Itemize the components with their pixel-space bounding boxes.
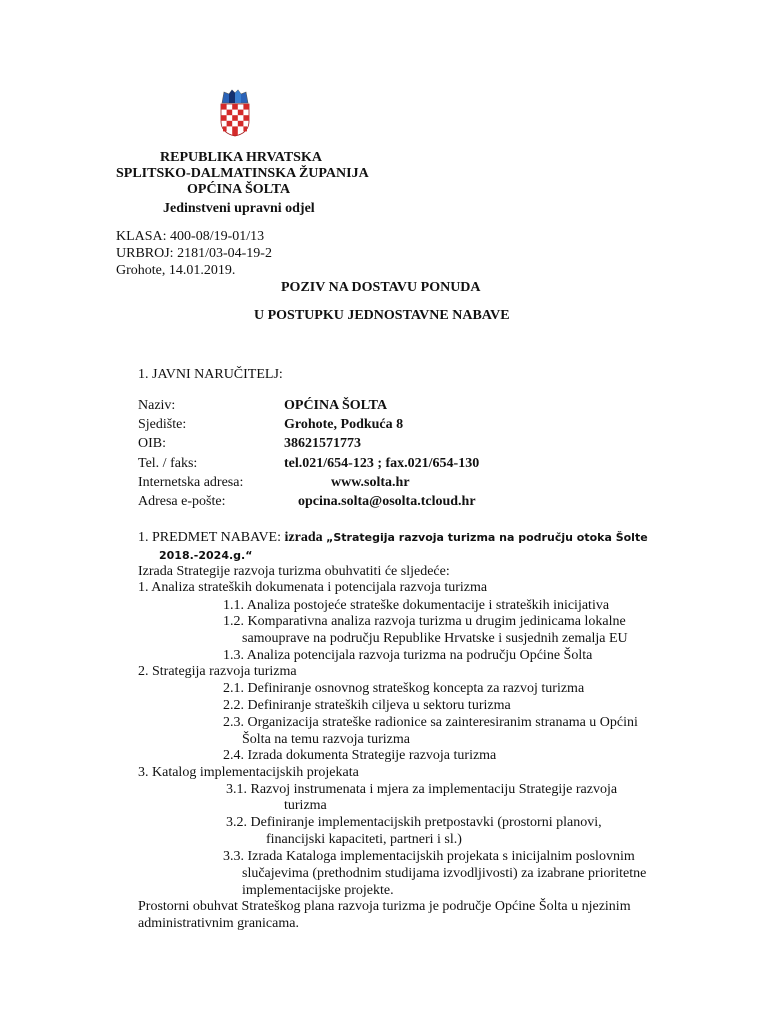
crown	[222, 90, 248, 103]
email-link[interactable]: opcina.solta@osolta.tcloud.hr	[298, 494, 476, 509]
list-item: 2. Strategija razvoja turizma	[138, 664, 297, 679]
contact-label: Sjedište:	[138, 417, 187, 432]
scope-paragraph: Prostorni obuhvat Strateškog plana razvoja turizma je područje Općine Šolta u njezinim	[138, 899, 631, 914]
header-county: SPLITSKO-DALMATINSKA ŽUPANIJA	[116, 166, 369, 181]
contact-value: OPĆINA ŠOLTA	[284, 398, 388, 413]
scope-paragraph: administrativnim granicama.	[138, 916, 299, 931]
list-item: 3.1. Razvoj instrumenata i mjera za implementaciju Strategije razvoja	[226, 782, 618, 797]
list-item: 2.4. Izrada dokumenta Strategije razvoja turizma	[223, 748, 497, 763]
section2-heading-izrada: izrada	[284, 530, 327, 545]
document-title-line1: POZIV NA DOSTAVU PONUDA	[281, 280, 481, 295]
croatian-coat-of-arms-icon	[220, 89, 250, 137]
list-item: 3. Katalog implementacijskih projekata	[138, 765, 359, 780]
list-item: slučajevima (prethodnim studijama izvodljivosti) za izabrane prioritetne	[242, 866, 647, 881]
list-item: Šolta na temu razvoja turizma	[242, 732, 410, 747]
header-municipality: OPĆINA ŠOLTA	[187, 182, 291, 197]
checkered-shield	[221, 104, 249, 136]
contact-label: OIB:	[138, 436, 166, 451]
list-item: 1.2. Komparativna analiza razvoja turizma u drugim jedinicama lokalne	[223, 614, 626, 629]
section2-heading	[138, 530, 648, 546]
list-item: 2.3. Organizacija strateške radionice sa zainteresiranim stranama u Općini	[223, 715, 638, 730]
section2-heading-title-cont: 2018.-2024.g.“	[159, 549, 253, 562]
list-item: financijski kapaciteti, partneri i sl.)	[266, 832, 462, 847]
document-date: Grohote, 14.01.2019.	[116, 263, 236, 278]
document-title-line2: U POSTUPKU JEDNOSTAVNE NABAVE	[254, 308, 510, 323]
list-item: 2.2. Definiranje strateških ciljeva u sektoru turizma	[223, 698, 511, 713]
list-item: samouprave na području Republike Hrvatske i susjednih zemalja EU	[242, 631, 628, 646]
klasa: KLASA: 400-08/19-01/13	[116, 229, 265, 244]
list-item: 1.1. Analiza postojeće strateške dokumentacije i strateških inicijativa	[223, 598, 610, 613]
section2-intro: Izrada Strategije razvoja turizma obuhvatiti će sljedeće:	[138, 564, 450, 579]
list-item: 2.1. Definiranje osnovnog strateškog koncepta za razvoj turizma	[223, 681, 585, 696]
section2-heading-prefix: 1. PREDMET NABAVE:	[138, 530, 285, 545]
list-item: 3.2. Definiranje implementacijskih pretpostavki (prostorni planovi,	[226, 815, 602, 830]
list-item: implementacijske projekte.	[242, 883, 394, 898]
contact-value	[284, 456, 479, 472]
section2-heading-title: „Strategija razvoja turizma na području otoka Šolte	[326, 531, 648, 544]
urbroj: URBROJ: 2181/03-04-19-2	[116, 246, 272, 261]
contact-value: Grohote, Podkuća 8	[284, 417, 404, 432]
header-republic: REPUBLIKA HRVATSKA	[160, 150, 322, 165]
phone-fax-value: tel.021/654-123 ; fax.021/654-130	[284, 456, 480, 471]
contact-label: Naziv:	[138, 398, 176, 413]
contact-value: 38621571773	[284, 436, 361, 451]
list-item: 1.3. Analiza potencijala razvoja turizma na području Općine Šolta	[223, 648, 593, 663]
list-item: turizma	[284, 798, 327, 813]
header-department: Jedinstveni upravni odjel	[163, 201, 315, 216]
list-item: 1. Analiza strateških dokumenata i potencijala razvoja turizma	[138, 580, 488, 595]
contact-label: Adresa e-pošte:	[138, 494, 226, 509]
section1-heading: 1. JAVNI NARUČITELJ:	[138, 367, 283, 382]
list-item: 3.3. Izrada Kataloga implementacijskih projekata s inicijalnim poslovnim	[223, 849, 635, 864]
website-link[interactable]: www.solta.hr	[331, 475, 410, 490]
contact-label: Internetska adresa:	[138, 475, 244, 490]
contact-label: Tel. / faks:	[138, 456, 198, 471]
